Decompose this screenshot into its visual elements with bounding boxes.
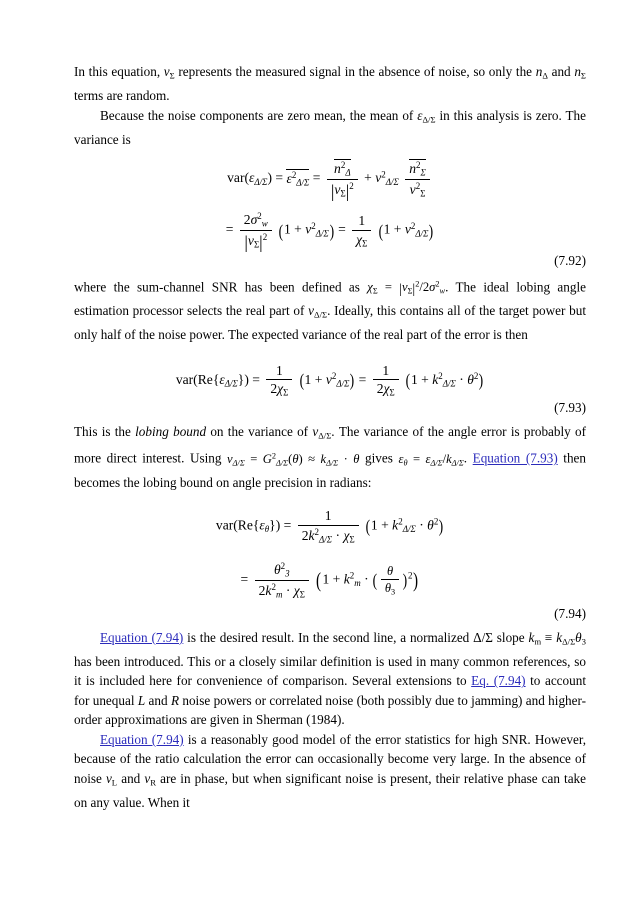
link-equation-7-94-a[interactable]: Equation (7.94)	[100, 629, 184, 645]
paragraph-3	[74, 275, 586, 345]
equation-7-92-line-2: = $\frac{2\sigma^2_w}{|v\Sigma|^2}$ $(1 + v^2_{\Delta/\Sigma})$ = $\frac{1}{\chi\Sigma}$ $(1 + v^2_{\Delta/\Sigma})$	[225, 211, 434, 252]
p5-math-km: k	[528, 629, 535, 645]
equation-7-93-line-1: $var(Re\{\varepsilon_{\Delta/\Sigma}\})$ = $\frac{1}{2\chi\Sigma}$ $(1 + v^2_{\Delta/\Sigma})$ = $\frac{1}{2\chi\Sigma}$ $(1 + k^2_{\Delta/\Sigma} \cdot \theta^2)$	[175, 362, 484, 398]
p2-text-1: Because the noise components are zero mean, the mean of	[100, 107, 418, 123]
paragraph-6	[74, 730, 586, 813]
p2-math-eps-sub: Δ/Σ	[422, 114, 436, 125]
link-equation-7-94-c[interactable]: Equation (7.94)	[100, 731, 184, 747]
p6-math-vl: v	[105, 770, 112, 786]
p5-italic-L: L	[137, 692, 146, 708]
p3-math-v: v	[308, 303, 315, 319]
p1-math-v-sub: Σ	[169, 70, 175, 81]
p3-text-1: where the sum-channel SNR has been defined as	[74, 279, 368, 295]
p1-math-n-sigma-sub: Σ	[580, 70, 586, 81]
p1-math-n-delta-sub: Δ	[542, 70, 548, 81]
equation-7-92-line-1: $var(\varepsilon_{\Delta/\Sigma}) = \varepsilon^2_{\Delta/\Sigma}$ = $\frac{n^2_\Delta}{|v\Sigma|^2}$ + $v^2_{\Delta/\Sigma}$ $\frac{n^2_\Sigma}{v^2\Sigma}$	[74, 159, 586, 199]
p1-math-v: v	[163, 64, 170, 79]
equation-7-92-rows	[74, 159, 586, 250]
p3-text-3: . Ideally, this contains all of the target power but only half of the noise power. The expected variance of the real part of the error is then	[74, 303, 586, 343]
link-eq-7-94-b[interactable]: Eq. (7.94)	[471, 673, 526, 689]
p5-math-k: k	[556, 629, 563, 645]
p1-text-3: and	[547, 64, 575, 79]
p1-math-n-sigma: n	[574, 64, 581, 79]
equation-7-94-line-1: $var(Re\{\varepsilon_\theta\})$ = $\frac{1}{2k^2_{\Delta/\Sigma} \cdot \chi\Sigma}$ $(1 + k^2_{\Delta/\Sigma} \cdot \theta^2)$	[215, 508, 444, 545]
equation-7-92-number: (7.92)	[554, 252, 586, 268]
p5-math-theta-sub: 3	[581, 636, 587, 647]
equation-7-94-number: (7.94)	[554, 605, 586, 621]
p4-italic-lobing-bound: lobing bound	[135, 424, 207, 440]
p5-math-theta: θ	[575, 629, 582, 645]
p5-text-4: to account for unequal	[74, 673, 586, 708]
p6-math-vr-sub: R	[150, 777, 157, 788]
p5-italic-R: R	[170, 692, 180, 708]
p5-text-2: ≡	[541, 629, 557, 645]
equation-7-94-line-2: = $\frac{\theta^2_3}{2k^2_m \cdot \chi\Sigma}$ ($1 + k^2_m$ · ( $\frac{\theta}{\theta 3}$ )$^2$)	[240, 561, 419, 600]
p4-inline-math-2: $\varepsilon_\theta = \varepsilon_{\Delta/\Sigma}/k_{\Delta/\Sigma}$	[398, 451, 464, 468]
p6-math-vl-sub: L	[111, 777, 118, 788]
p5-text-6: noise powers or correlated noise (both possibly due to jamming) and higher-order approximations are given in Sherman (1984).	[74, 692, 586, 728]
link-equation-7-93[interactable]: Equation (7.93)	[472, 450, 558, 466]
p4-text-3: . The variance of the angle error is probably of more direct interest. Using	[74, 424, 587, 466]
page-content	[74, 62, 586, 813]
p4-math-v: v	[312, 424, 319, 440]
paragraph-1	[74, 62, 586, 106]
paragraph-4	[74, 422, 586, 492]
p2-math-eps: ε	[417, 107, 423, 123]
p5-math-km-sub: m	[534, 636, 542, 647]
p3-text-2: . The ideal lobing angle estimation processor selects the real part of	[74, 279, 586, 319]
p6-text-1: is a reasonably good model of the error statistics for high SNR. However, because of the ratio calculation the error can occasionally become very large. In the absence of noise	[74, 731, 586, 786]
equation-7-93-number: (7.93)	[554, 400, 586, 416]
p1-text-4: terms are random.	[74, 88, 170, 104]
p4-text-2: on the variance of	[206, 424, 313, 440]
p6-math-vr: v	[144, 770, 151, 786]
p4-math-v-sub: Δ/Σ	[318, 430, 332, 441]
p1-text-2: represents the measured signal in the absence of noise, so only the	[174, 64, 536, 79]
p1-math-n-delta: n	[535, 64, 543, 79]
p5-text-1: is the desired result. In the second line, a normalized Δ/Σ slope	[183, 629, 529, 645]
p4-text-1: This is the	[74, 424, 136, 440]
p4-text-6: then becomes the lobing bound on angle precision in radians:	[74, 450, 586, 490]
p6-text-3: are in phase, but when significant noise is present, their relative phase can take on any value. When it	[74, 770, 586, 811]
equation-7-94	[74, 508, 586, 621]
p3-math-v-sub: Δ/Σ	[314, 309, 328, 320]
p4-text-5: .	[463, 450, 473, 466]
paragraph-5	[74, 628, 586, 730]
p4-inline-math-1: $v_{\Delta/\Sigma} = G^2_{\Delta/\Sigma}(\theta) \approx k_{\Delta/\Sigma} \cdot \theta$	[227, 451, 360, 468]
p5-text-3: has been introduced. This or a closely similar definition is used in many common references, so it is included here for convenience of comparison. Several extensions to	[74, 653, 586, 689]
p5-text-5: and	[145, 692, 171, 708]
p2-text-2: in this analysis is zero. The variance is	[74, 107, 586, 147]
equation-7-93	[74, 363, 586, 417]
p3-inline-math: $\chi\Sigma = |v\Sigma|^2/2\sigma^2_w$	[367, 279, 446, 296]
p4-text-4: gives	[359, 450, 399, 466]
equation-7-93-rows	[74, 363, 586, 399]
equation-7-94-rows	[74, 508, 586, 599]
equation-7-92	[74, 159, 586, 268]
paragraph-2	[74, 106, 586, 150]
p1-text-1: In this equation,	[74, 64, 164, 79]
p5-math-k-sub: Δ/Σ	[562, 636, 576, 647]
p6-text-2: and	[117, 770, 145, 786]
